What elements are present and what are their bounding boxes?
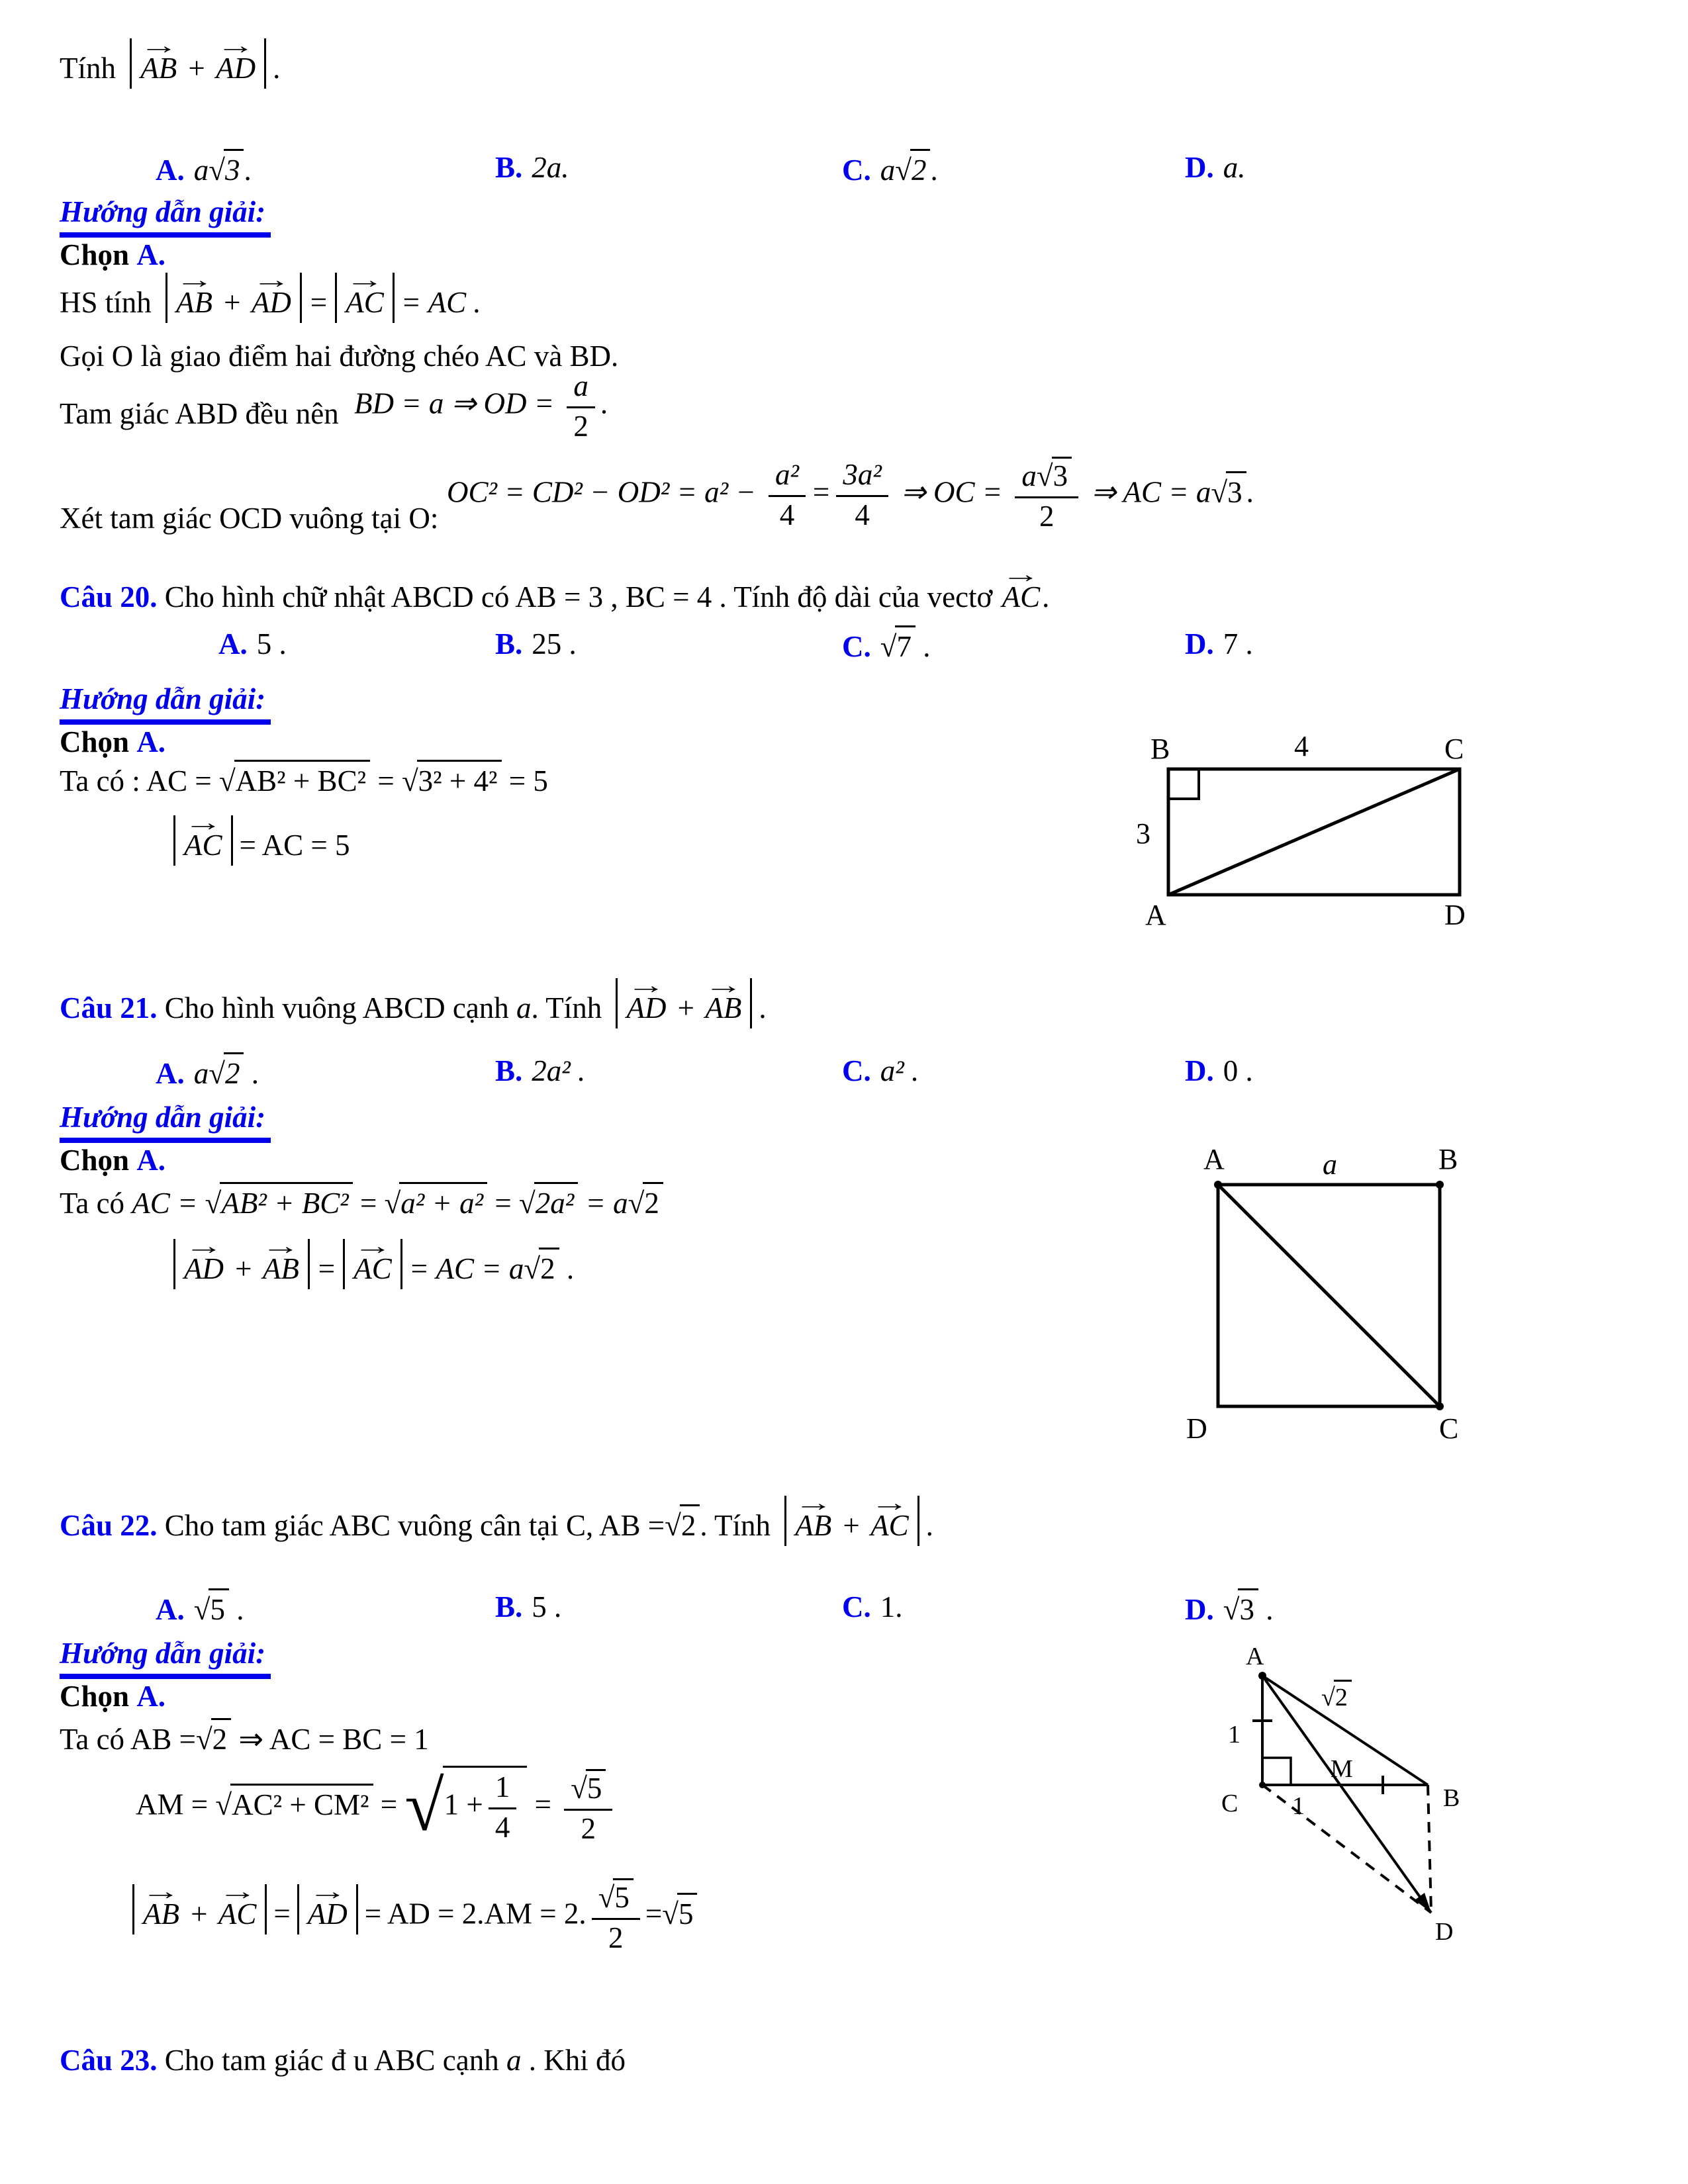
abs-group: [173, 815, 233, 866]
plus-sign: +: [675, 991, 696, 1024]
var-a: a: [516, 991, 532, 1024]
option-d-label: D.: [1185, 1054, 1214, 1087]
vertex-dot-b: [1436, 1181, 1444, 1189]
option-d-label: D.: [1185, 627, 1214, 660]
q22-number: Câu 22.: [60, 1509, 158, 1542]
sqrt-radical: √ 5: [662, 1893, 697, 1933]
q22-triangle-figure: [1192, 1621, 1509, 2032]
q20-given: AB = 3 , BC = 4 .: [515, 580, 727, 614]
q21-question-line: Câu 21. Cho hình vuông ABCD cạnh a. Tính → AD + → AB .: [60, 978, 767, 1028]
dashed-cd: [1262, 1785, 1431, 1913]
vector-ac: → AC: [344, 275, 386, 320]
side-label-1-left: 1: [1228, 1721, 1241, 1749]
tail-text: = AC .: [400, 286, 481, 319]
q20-chosen-answer: Chọn A.: [60, 725, 166, 758]
q23-question-line: Câu 23. Cho tam giác đ u ABC cạnh a . Khi đó: [60, 2044, 626, 2077]
q22-option-c: C. 1.: [842, 1590, 903, 1623]
abs-group: [132, 1884, 267, 1934]
abs-group: [616, 978, 752, 1028]
plus-sign: +: [841, 1509, 861, 1542]
vector-ad: → AD: [306, 1886, 350, 1931]
sqrt-radical-tall: [404, 1766, 527, 1845]
q19-option-c: C. a √ 2 .: [842, 149, 938, 189]
q22-option-d: D. √ 3 .: [1185, 1588, 1273, 1628]
vertex-label-a: A: [1145, 899, 1166, 931]
option-d-label: D.: [1185, 151, 1214, 184]
var-a: a: [506, 2044, 522, 2077]
abs-group: [335, 273, 395, 323]
q19-chosen-answer: [60, 236, 165, 273]
vector-ab: → AB: [261, 1241, 301, 1286]
sqrt-radical: √ 2a²: [519, 1182, 578, 1222]
plus-sign: +: [189, 1897, 209, 1931]
option-b-label: B.: [495, 1054, 523, 1087]
vector-ad: → AD: [624, 980, 668, 1025]
vertex-label-d: D: [1444, 899, 1466, 931]
q20-option-c: C. √ 7 .: [842, 625, 930, 665]
q22-guide-heading: [60, 1635, 271, 1679]
sqrt-radical: √ 2: [895, 149, 930, 189]
vertex-dot-c: [1259, 1782, 1266, 1788]
abs-group: [343, 1239, 402, 1289]
equals-sign: =: [308, 286, 329, 319]
right-angle-marker: [1262, 1758, 1291, 1785]
chon-label: Chọn: [60, 238, 130, 271]
fraction: $\frac{\text{a²}}{4}$: [769, 458, 806, 533]
side-label-4: 4: [1294, 730, 1309, 762]
diagonal-ac: [1168, 769, 1460, 895]
option-a-value: a: [193, 154, 209, 187]
guide-text: Hướng dẫn giải:: [60, 1099, 271, 1143]
q22-solution-line3: → AB + → AC = → AD = AD = 2.AM = 2. √ $\frac{5}{2}$ = √ 5: [126, 1878, 697, 1956]
vertex-label-a: A: [1246, 1643, 1264, 1670]
sqrt-radical: √ 3: [209, 149, 244, 189]
vertex-dot-a: [1214, 1181, 1222, 1189]
q22-chosen-answer: Chọn A.: [60, 1680, 166, 1713]
q22-solution-line1: Ta có AB = √ 2 ⇒ AC = BC = 1: [60, 1718, 429, 1758]
vertex-label-c: C: [1221, 1790, 1239, 1817]
option-a-label: A.: [156, 1593, 185, 1626]
vector-ab: → AB: [138, 40, 179, 85]
q22-option-a: A. √ 5 .: [156, 1588, 244, 1628]
q19-question-line: [60, 38, 280, 89]
q21-number: Câu 21.: [60, 991, 158, 1024]
vertex-dot-c: [1436, 1402, 1444, 1410]
vertex-label-b: B: [1443, 1784, 1460, 1812]
sqrt-radical: √ 3: [1037, 457, 1072, 494]
vector-ab: → AB: [703, 980, 743, 1025]
side-label-3: 3: [1136, 817, 1150, 850]
sqrt-radical: √ 7: [880, 625, 915, 665]
hs-label: HS tính: [60, 286, 152, 319]
q19-option-a: A. a √ 3 .: [156, 149, 252, 189]
guide-text: Hướng dẫn giải:: [60, 1635, 271, 1679]
q19-solution-line3-formula: BD = a ⇒ OD = $\frac{a}{2}$ .: [354, 369, 608, 443]
radicand: 1 + $\frac{1}{4}$: [443, 1766, 528, 1845]
q20-number: Câu 20.: [60, 580, 158, 614]
sqrt-radical: √ 2: [665, 1504, 700, 1544]
option-c-label: C.: [842, 630, 871, 663]
midpoint-label-m: M: [1331, 1755, 1353, 1783]
q20-solution-line1: Ta có : AC = √ AB² + BC² = √ 3² + 4² = 5: [60, 760, 548, 799]
sqrt-radical: √ 2: [524, 1248, 559, 1287]
vector-ac: → AC: [182, 817, 224, 862]
answer-letter: A.: [136, 238, 166, 271]
option-d-label: D.: [1185, 1593, 1214, 1626]
option-c-label: C.: [842, 1590, 871, 1623]
numerator: [564, 1769, 612, 1811]
sqrt-radical: √ 5: [194, 1588, 229, 1628]
q20-guide-heading: [60, 680, 271, 725]
option-b-label: B.: [495, 1590, 523, 1623]
q20-option-b: B. 25 .: [495, 627, 577, 660]
q21-chosen-answer: Chọn A.: [60, 1144, 166, 1177]
option-a-label: A.: [156, 1057, 185, 1090]
q22-solution-line2: AM = √ AC² + CM² = √ 1 + $\frac{1}{4}$ = √ $\frac{5}{2}$: [136, 1766, 618, 1846]
option-b-label: B.: [495, 627, 523, 660]
q19-guide-heading: [60, 193, 271, 238]
dashed-bd: [1428, 1785, 1431, 1913]
vertex-label-c: C: [1439, 1412, 1459, 1445]
sqrt-radical: √ AB² + BC²: [219, 760, 370, 799]
vertex-label-b: B: [1150, 733, 1170, 765]
vertex-label-a: A: [1203, 1143, 1225, 1175]
vertex-label-b: B: [1438, 1143, 1458, 1175]
q19-solution-line3-text: Tam giác ABD đều nên: [60, 397, 339, 430]
sqrt-radical: √ 3: [1211, 471, 1246, 511]
side-label-1-bottom: 1: [1292, 1792, 1305, 1820]
sqrt-radical: √ 2: [1321, 1680, 1352, 1714]
q19-abs-group: [130, 38, 266, 89]
q21-option-c: C. a² .: [842, 1054, 919, 1087]
q20-option-d: D. 7 .: [1185, 627, 1253, 660]
q21-guide-heading: [60, 1099, 271, 1143]
abs-group: [784, 1496, 919, 1546]
q19-solution-line2: Gọi O là giao điểm hai đường chéo AC và BD.: [60, 340, 619, 373]
q20-option-a: A. 5 .: [218, 627, 287, 660]
q19-tinh-label: Tính: [60, 52, 116, 85]
q21-option-a: A. a √ 2 .: [156, 1052, 259, 1092]
fraction: $\frac{1}{4}$: [489, 1770, 517, 1845]
vector-ad: → AD: [214, 40, 258, 85]
vertex-label-d: D: [1186, 1412, 1207, 1445]
vertex-label-c: C: [1444, 733, 1464, 765]
sqrt-radical: √ 5: [571, 1769, 606, 1806]
fraction: $\frac{\text{3a²}}{4}$: [836, 458, 888, 533]
vector-ab: → AB: [141, 1886, 181, 1931]
sqrt-radical: √ 2: [209, 1052, 244, 1092]
period: .: [273, 52, 281, 85]
abs-group: [297, 1884, 358, 1934]
vertex-label-d: D: [1435, 1918, 1454, 1946]
vector-ab: → AB: [793, 1498, 833, 1543]
q22-option-b: B. 5 .: [495, 1590, 562, 1623]
vector-ac: → AC: [352, 1241, 394, 1286]
q22-question-line: Câu 22. Cho tam giác ABC vuông cân tại C, AB = √ 2 . Tính → AB + → AC .: [60, 1496, 933, 1546]
option-b-value: 2a.: [532, 151, 569, 184]
vector-ac: → AC: [1000, 569, 1043, 614]
plus-sign: +: [222, 286, 242, 319]
sqrt-radical: √ 2: [628, 1182, 663, 1222]
fraction: √ $\frac{5}{2}$: [592, 1878, 640, 1956]
fraction: √ $\frac{5}{2}$: [564, 1769, 612, 1846]
vertex-dot-a: [1258, 1672, 1266, 1680]
plus-sign: +: [233, 1252, 254, 1285]
vector-ac: → AC: [868, 1498, 911, 1543]
sqrt-radical: √ 2: [196, 1718, 231, 1758]
option-c-label: C.: [842, 154, 871, 187]
sqrt-radical: √ AB² + BC²: [205, 1182, 353, 1222]
q19-option-d: [1185, 149, 1246, 186]
abs-group: [165, 273, 302, 323]
guide-text: Hướng dẫn giải:: [60, 193, 271, 238]
vector-ad: → AD: [182, 1241, 226, 1286]
plus-sign: +: [186, 52, 207, 85]
option-b-label: B.: [495, 151, 523, 184]
q19-solution-line1: [60, 273, 481, 323]
q21-option-d: D. 0 .: [1185, 1054, 1253, 1087]
option-c-value: a: [880, 154, 896, 187]
formula-text: OC² = CD² − OD² = a² −: [447, 475, 756, 509]
guide-text: Hướng dẫn giải:: [60, 680, 271, 725]
q21-solution-line1: Ta có AC = √ AB² + BC² = √ a² + a² = √ 2a² = a √ 2: [60, 1182, 663, 1222]
q20-question-line: Câu 20. Cho hình chữ nhật ABCD có AB = 3 , BC = 4 . Tính độ dài của vectơ → AC.: [60, 569, 1049, 615]
option-d-value: a.: [1223, 151, 1246, 184]
numerator: a √ 3: [1015, 457, 1078, 498]
q19-solution-line4-text: Xét tam giác OCD vuông tại O:: [60, 502, 439, 535]
sqrt-radical: √ 3² + 4²: [402, 760, 502, 799]
sqrt-radical: √ AC² + CM²: [215, 1784, 373, 1823]
vector-ad: → AD: [250, 275, 293, 320]
q19-solution-line4-formula: OC² = CD² − OD² = a² − $\frac{\text{a²}}{4}$ = $\frac{\text{3a²}}{4}$ ⇒ OC = $\frac{a √ 3}{2}$ ⇒ AC = a √ 3 .: [447, 457, 1254, 534]
q21-option-b: B. 2a² .: [495, 1054, 586, 1087]
side-label-a: a: [1323, 1148, 1337, 1181]
sqrt-radical: √ 5: [598, 1878, 633, 1915]
q19-option-b: [495, 149, 569, 186]
right-angle-marker: [1168, 769, 1199, 799]
equals-sign: =: [810, 475, 831, 509]
abs-group: [173, 1239, 310, 1289]
numerator: [592, 1878, 640, 1920]
q20-rectangle-figure: [1125, 723, 1470, 941]
q20-solution-line2: → AC = AC = 5: [167, 815, 350, 866]
q21-square-figure: [1165, 1124, 1483, 1455]
option-a-label: A.: [218, 627, 248, 660]
fraction: $\frac{a}{2}$: [567, 369, 595, 444]
sqrt-radical: √ 3: [1223, 1588, 1258, 1628]
vector-ab: → AB: [174, 275, 214, 320]
option-c-label: C.: [842, 1054, 871, 1087]
q21-solution-line2: → AD + → AB = → AC = AC = a √ 2 .: [167, 1239, 574, 1289]
fraction: $\frac{a √ 3}{2}$: [1015, 457, 1078, 534]
option-a-label: A.: [156, 154, 185, 187]
formula-text: BD = a ⇒ OD =: [354, 387, 555, 420]
diagonal-ac: [1218, 1185, 1440, 1406]
hypotenuse-label: [1321, 1680, 1352, 1714]
q23-number: Câu 23.: [60, 2044, 158, 2077]
vector-ac: → AC: [216, 1886, 259, 1931]
sqrt-radical: √ a² + a²: [385, 1182, 488, 1222]
